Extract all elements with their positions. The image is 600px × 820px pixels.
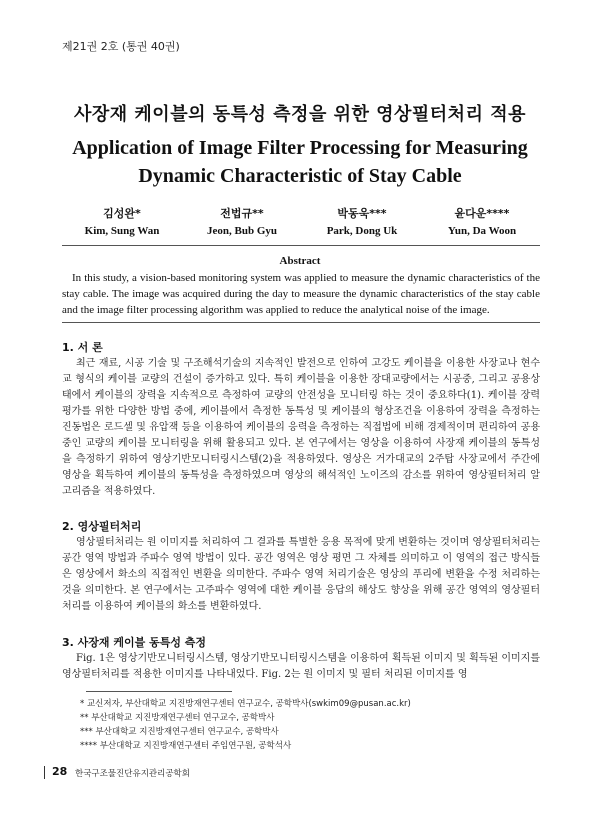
author-name-korean: 박동욱*** <box>337 207 387 220</box>
author-name-english: Yun, Da Woon <box>447 225 517 237</box>
footer-divider <box>44 766 45 779</box>
author-4 <box>422 205 542 237</box>
section-heading-introduction: 1. 서 론 <box>62 341 103 354</box>
footnote: ** 부산대학교 지진방재연구센터 연구교수, 공학박사 <box>80 713 275 723</box>
author-2 <box>182 205 302 237</box>
journal-name: 한국구조물진단유지관리공학회 <box>75 769 190 779</box>
abstract-top-rule <box>62 245 540 246</box>
title-english: Application of Image Filter Processing for Measuring Dynamic Characteristic of Stay Cable <box>72 137 528 187</box>
section-text-image-filter: 영상필터처리는 원 이미지를 처리하여 그 결과를 특별한 응용 목적에 맞게 변환하는 것이며 영상필터처리는 공간 영역 방법과 주파수 영역 방법이 있다. 공간 영역은 영상 평면 그 자체를 의미하고 이 영역의 접근 방식들은 영상에서 화소의 직접적인 변환을 의미한다. 주파수 영역 처리기술은 영상의 푸리에 변환을 수정 처리하는 것을 의미한다. 본 연구에서는 고주파수 영역에 대한 케이블 응답의 해상도 향상을 위해 공간 영역의 영상필터처리를 이용하여 케이블의 화소를 변환하였다. <box>62 537 540 612</box>
volume-header: 제21권 2호 (통권 40권) <box>62 40 180 53</box>
section-text-measurement: Fig. 1은 영상기반모니터링시스템, 영상기반모니터링시스템을 이용하여 획득된 이미지 및 획득된 이미지를 영상필터처리를 적용한 이미지를 나타내었다. Fig. 2는 원 이미지 및 필터 처리된 이미지를 영 <box>62 653 540 680</box>
section-heading-image-filter: 2. 영상필터처리 <box>62 520 142 533</box>
author-name-english: Jeon, Bub Gyu <box>207 225 277 237</box>
footnote: **** 부산대학교 지진방재연구센터 주임연구원, 공학석사 <box>80 741 292 751</box>
author-list <box>62 205 542 237</box>
title-korean: 사장재 케이블의 동특성 측정을 위한 영상필터처리 적용 <box>73 104 527 125</box>
footnote-rule <box>86 691 232 692</box>
footnotes <box>80 697 540 753</box>
author-1 <box>62 205 182 237</box>
author-name-english: Kim, Sung Wan <box>84 225 160 237</box>
section-heading-measurement: 3. 사장재 케이블 동특성 측정 <box>62 636 207 649</box>
author-name-korean: 김성완* <box>103 207 141 220</box>
author-name-english: Park, Dong Uk <box>326 225 398 237</box>
page-number: 28 <box>52 765 68 778</box>
footnote: *** 부산대학교 지진방재연구센터 연구교수, 공학박사 <box>80 727 279 737</box>
footnote: * 교신저자, 부산대학교 지진방재연구센터 연구교수, 공학박사(swkim09@pusan.ac.kr) <box>80 699 411 709</box>
author-name-korean: 전법규** <box>220 207 264 220</box>
abstract-text: In this study, a vision-based monitoring system was applied to measure the dynamic characteristics of the stay cable. The image was acquired during the day to measure the dynamic characteristics of the stay cable and the image filter processing algorithm was applied to reduce the analytical noise of the image. <box>62 272 540 316</box>
author-3 <box>302 205 422 237</box>
section-text-introduction: 최근 재료, 시공 기술 및 구조해석기술의 지속적인 발전으로 인하여 고강도 케이블을 이용한 사장교나 현수교 형식의 케이블 교량의 건설이 증가하고 있다. 특히 케이블을 이용한 장대교량에서는 시공중, 그리고 공용상태에서 케이블의 장력을 지속적으로 측정하여 교량의 안전성을 모니터링 하는 것이 중요하다(1). 케이블 장력 평가를 위한 다양한 방법 중에, 케이블에서 측정한 동특성 및 케이블의 형상조건을 이용하여 장력을 측정하는 진동법은 로드셀 및 유압잭 등을 이용하여 케이블의 응력을 측정하는 직접법에 비해 경제적이며 편리하여 공용중인 교량의 케이블 모니터링을 위해 활용되고 있다. 본 연구에서는 영상을 이용하여 사장재 케이블의 동특성을 측정하기 위하여 영상기반모니터링시스템(2)을 적용하였다. 영상은 거가대교의 2주탑 사장교에서 주간에 영상을 획득하여 케이블의 동특성을 측정하였으며 영상의 해석적인 노이즈의 감소를 위하여 영상필터처리 알고리즘을 적용하였다. <box>62 358 540 497</box>
abstract-bottom-rule <box>62 322 540 323</box>
abstract-heading: Abstract <box>279 255 321 267</box>
author-name-korean: 윤다운**** <box>454 207 510 220</box>
